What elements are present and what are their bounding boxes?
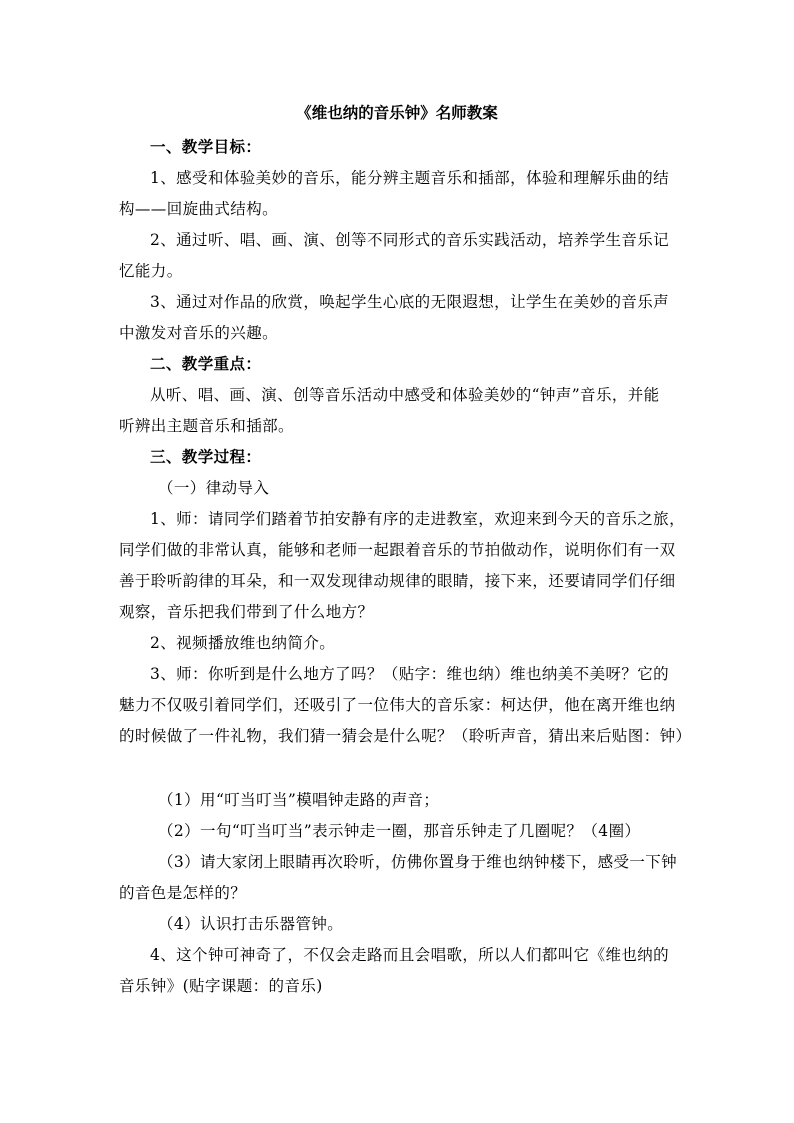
key-points-heading: 二、教学重点： — [150, 354, 262, 373]
process-paragraph-4-line-2: 音乐钟》(贴字课题：的音乐) — [119, 977, 323, 995]
process-paragraph-1-line-1: 1、师：请同学们踏着节拍安静有序的走进教室，欢迎来到今天的音乐之旅， — [150, 510, 685, 528]
process-step-2: （2）一句“叮当叮当”表示钟走一圈，那音乐钟走了几圈呢？（4圈） — [158, 822, 641, 840]
key-points-line-2: 听辨出主题音乐和插部。 — [119, 417, 294, 435]
process-step-3-line-1: （3）请大家闭上眼睛再次聆听，仿佛你置身于维也纳钟楼下，感受一下钟 — [158, 853, 678, 871]
objective-item-1-line-1: 1、感受和体验美妙的音乐，能分辨主题音乐和插部，体验和理解乐曲的结 — [150, 169, 670, 187]
process-paragraph-4-line-1: 4、这个钟可神奇了，不仅会走路而且会唱歌，所以人们都叫它《维也纳的 — [150, 946, 670, 964]
objectives-heading: 一、教学目标： — [150, 137, 262, 156]
objective-item-3-line-2: 中激发对音乐的兴趣。 — [119, 324, 279, 342]
process-paragraph-1-line-3: 善于聆听韵律的耳朵，和一双发现律动规律的眼睛，接下来，还要请同学们仔细 — [119, 572, 676, 590]
objective-item-2-line-1: 2、通过听、唱、画、演、创等不同形式的音乐实践活动，培养学生音乐记 — [150, 231, 670, 249]
process-paragraph-1-line-2: 同学们做的非常认真，能够和老师一起跟着音乐的节拍做动作，说明你们有一双 — [119, 541, 676, 559]
process-paragraph-2: 2、视频播放维也纳简介。 — [150, 634, 336, 652]
process-step-4: （4）认识打击乐器管钟。 — [158, 915, 344, 933]
process-step-1: （1）用“叮当叮当”模唱钟走路的声音； — [158, 791, 440, 809]
process-paragraph-1-line-4: 观察，音乐把我们带到了什么地方？ — [119, 603, 374, 621]
key-points-line-1: 从听、唱、画、演、创等音乐活动中感受和体验美妙的“钟声”音乐，并能 — [150, 386, 660, 404]
objective-item-1-line-2: 构——回旋曲式结构。 — [119, 200, 279, 218]
document-title: 《维也纳的音乐钟》名师教案 — [296, 103, 498, 122]
process-paragraph-3-line-3: 的时候做了一件礼物，我们猜一猜会是什么呢？（聆听声音，猜出来后贴图：钟） — [119, 727, 692, 745]
process-subheading-1: （一）律动导入 — [158, 479, 270, 497]
process-step-3-line-2: 的音色是怎样的？ — [119, 884, 247, 902]
objective-item-3-line-1: 3、通过对作品的欣赏，唤起学生心底的无限遐想，让学生在美妙的音乐声 — [150, 293, 670, 311]
process-heading: 三、教学过程： — [150, 447, 262, 466]
objective-item-2-line-2: 忆能力。 — [119, 262, 183, 280]
process-paragraph-3-line-1: 3、师：你听到是什么地方了吗？（贴字：维也纳）维也纳美不美呀？它的 — [150, 665, 670, 683]
process-paragraph-3-line-2: 魅力不仅吸引着同学们，还吸引了一位伟大的音乐家：柯达伊，他在离开维也纳 — [119, 696, 676, 714]
